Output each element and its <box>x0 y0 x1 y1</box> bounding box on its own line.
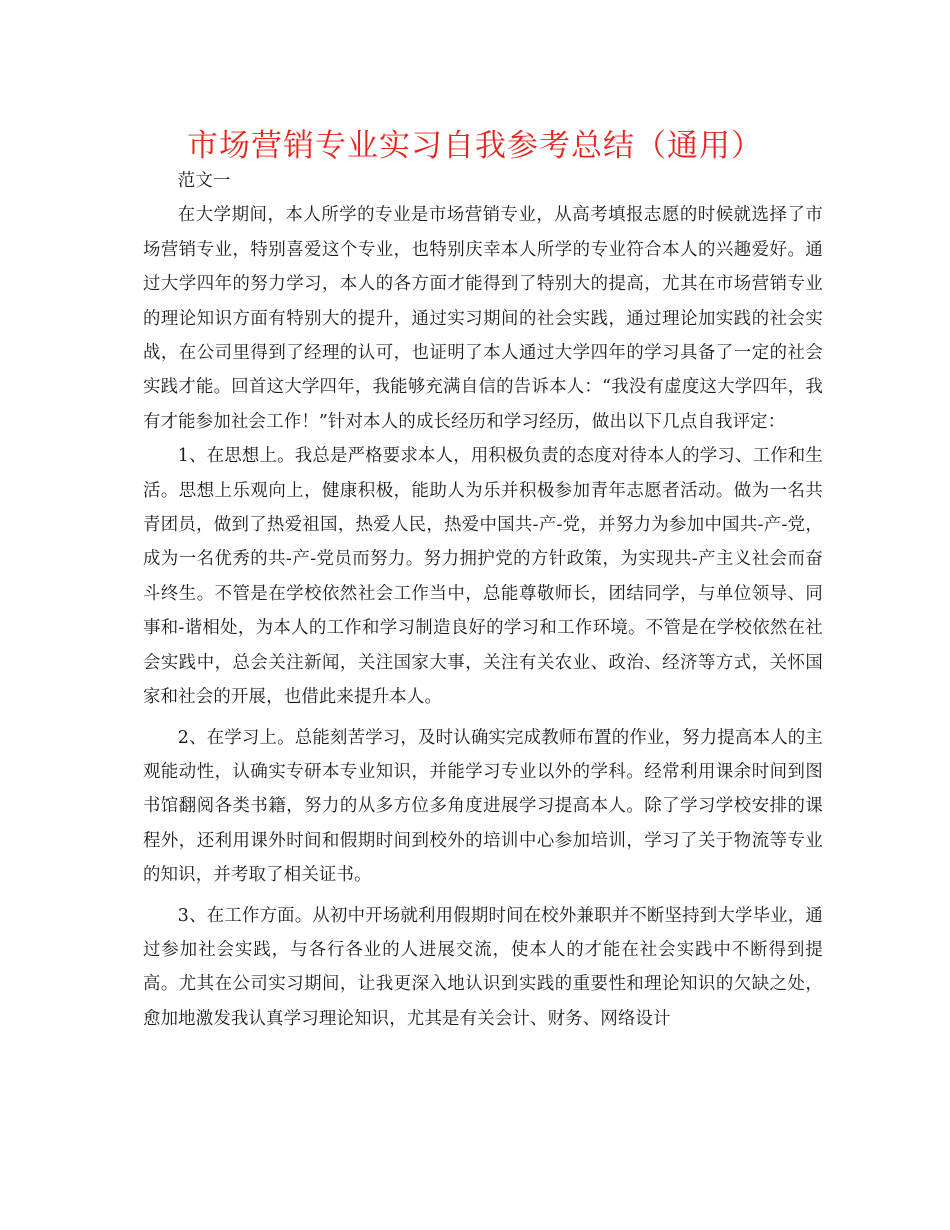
document-title: 市场营销专业实习自我参考总结（通用） <box>187 128 763 164</box>
paragraph: 3、在工作方面。从初中开场就利用假期时间在校外兼职并不断坚持到大学毕业，通过参加社会实践，与各行各业的人进展交流，使本人的才能在社会实践中不断得到提高。尤其在公司实习期间，让我更深入地认识到实践的重要性和理论知识的欠缺之处，愈加地激发我认真学习理论知识，尤其是有关会计、财务、网络设计 <box>143 905 823 1029</box>
paragraph: 1、在思想上。我总是严格要求本人，用积极负责的态度对待本人的学习、工作和生活。思想上乐观向上，健康积极，能助人为乐并积极参加青年志愿者活动。做为一名共青团员，做到了热爱祖国，热爱人民，热爱中国共-产-党，并努力为参加中国共-产-党，成为一名优秀的共-产-党员而努力。努力拥护党的方针政策，为实现共-产主义社会而奋斗终生。不管是在学校依然社会工作当中，总能尊敬师长，团结同学，与单位领导、同事和-谐相处，为本人的工作和学习制造良好的学习和工作环境。不管是在学校依然在社会实践中，总会关注新闻，关注国家大事，关注有关农业、政治、经济等方式，关怀国家和社会的开展，也借此来提升本人。 <box>143 446 823 708</box>
paragraph-heading: 范文一 <box>177 171 231 191</box>
document-body <box>143 164 823 1036</box>
paragraph: 2、在学习上。总能刻苦学习，及时认确实完成教师布置的作业，努力提高本人的主观能动性，认确实专研本专业知识，并能学习专业以外的学科。经常利用课余时间到图书馆翻阅各类书籍，努力的从多方位多角度进展学习提高本人。除了学习学校安排的课程外，还利用课外时间和假期时间到校外的培训中心参加培训，学习了关于物流等专业的知识，并考取了相关证书。 <box>143 727 823 886</box>
paragraph: 在大学期间，本人所学的专业是市场营销专业，从高考填报志愿的时候就选择了市场营销专业，特别喜爱这个专业，也特别庆幸本人所学的专业符合本人的兴趣爱好。通过大学四年的努力学习，本人的各方面才能得到了特别大的提高，尤其在市场营销专业的理论知识方面有特别大的提升，通过实习期间的社会实践，通过理论加实践的社会实战，在公司里得到了经理的认可，也证明了本人通过大学四年的学习具备了一定的社会实践才能。回首这大学四年，我能够充满自信的告诉本人：“我没有虚度这大学四年，我有才能参加社会工作！”针对本人的成长经历和学习经历，做出以下几点自我评定： <box>143 205 823 432</box>
